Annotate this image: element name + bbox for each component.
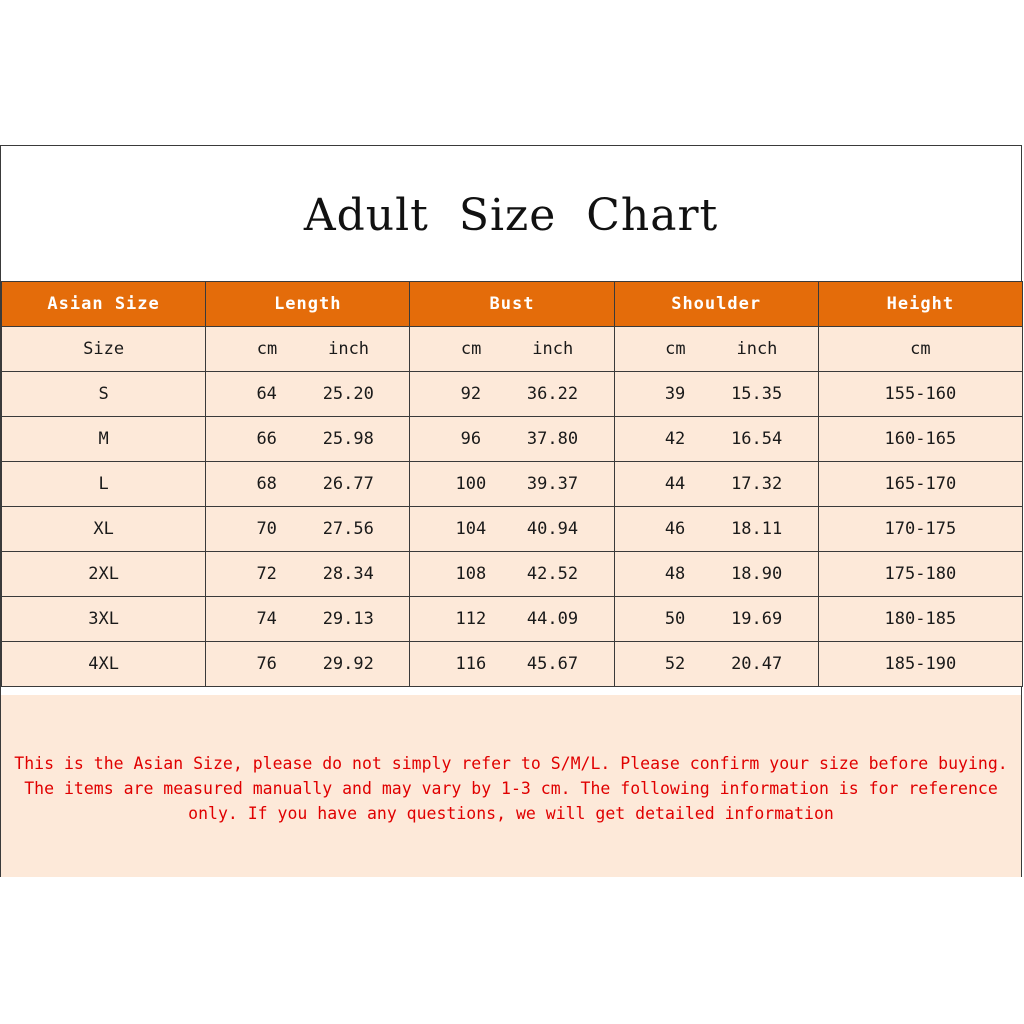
height-cell: 160-165	[818, 417, 1022, 462]
unit-length-inch: inch	[328, 339, 370, 359]
chart-title: Adult Size Chart	[303, 190, 719, 241]
shoulder-cell-inch: 20.47	[731, 654, 783, 674]
shoulder-cell-inch: 18.90	[731, 564, 783, 584]
length-cell-inch: 26.77	[322, 474, 374, 494]
bust-cell-cm: 116	[455, 654, 487, 674]
unit-bust	[410, 327, 614, 372]
length-cell-inch: 29.13	[322, 609, 374, 629]
shoulder-cell-cm: 44	[664, 474, 686, 494]
table-row	[2, 507, 1023, 552]
unit-shoulder	[614, 327, 818, 372]
length-cell-inch: 29.92	[322, 654, 374, 674]
size-cell: M	[2, 417, 206, 462]
table-row	[2, 372, 1023, 417]
notes-panel	[1, 695, 1021, 877]
shoulder-cell	[614, 507, 818, 552]
size-cell: XL	[2, 507, 206, 552]
length-cell-cm: 70	[256, 519, 277, 539]
bust-cell	[410, 597, 614, 642]
length-cell-cm: 66	[256, 429, 277, 449]
length-cell-cm: 68	[256, 474, 277, 494]
note-line-2: The items are measured manually and may vary by 1-3 cm. The following information is for reference	[24, 779, 998, 798]
length-cell-cm: 64	[256, 384, 277, 404]
size-cell: 2XL	[2, 552, 206, 597]
height-cell: 170-175	[818, 507, 1022, 552]
header-row	[2, 282, 1023, 327]
shoulder-cell-cm: 39	[664, 384, 686, 404]
bust-cell	[410, 552, 614, 597]
shoulder-cell-inch: 16.54	[731, 429, 783, 449]
header-bust: Bust	[410, 282, 614, 327]
shoulder-cell-cm: 42	[664, 429, 686, 449]
shoulder-cell-inch: 19.69	[731, 609, 783, 629]
bust-cell	[410, 462, 614, 507]
size-chart-card	[0, 145, 1022, 877]
length-cell-inch: 25.20	[322, 384, 374, 404]
shoulder-cell	[614, 462, 818, 507]
bust-cell-cm: 96	[460, 429, 482, 449]
height-cell: 180-185	[818, 597, 1022, 642]
length-cell-cm: 72	[256, 564, 277, 584]
length-cell	[206, 597, 410, 642]
shoulder-cell	[614, 552, 818, 597]
bust-cell-inch: 45.67	[526, 654, 579, 674]
unit-shoulder-inch: inch	[736, 339, 778, 359]
unit-height: cm	[818, 327, 1022, 372]
bust-cell	[410, 507, 614, 552]
unit-size: Size	[2, 327, 206, 372]
shoulder-cell	[614, 597, 818, 642]
length-cell-cm: 74	[256, 609, 277, 629]
bust-cell-inch: 44.09	[526, 609, 579, 629]
table-row	[2, 642, 1023, 687]
header-length: Length	[206, 282, 410, 327]
size-cell: L	[2, 462, 206, 507]
size-rows	[2, 372, 1023, 687]
bust-cell-inch: 39.37	[526, 474, 579, 494]
shoulder-cell-cm: 50	[664, 609, 686, 629]
bust-cell-cm: 104	[455, 519, 487, 539]
shoulder-cell	[614, 642, 818, 687]
unit-length-cm: cm	[256, 339, 278, 359]
shoulder-cell-cm: 46	[664, 519, 686, 539]
bust-cell-inch: 42.52	[526, 564, 579, 584]
length-cell-inch: 25.98	[322, 429, 374, 449]
bust-cell	[410, 372, 614, 417]
unit-bust-inch: inch	[532, 339, 574, 359]
shoulder-cell-cm: 52	[664, 654, 686, 674]
bust-cell-inch: 36.22	[526, 384, 579, 404]
header-asian-size: Asian Size	[2, 282, 206, 327]
bust-cell-inch: 40.94	[526, 519, 579, 539]
shoulder-cell-inch: 17.32	[731, 474, 783, 494]
shoulder-cell	[614, 372, 818, 417]
length-cell	[206, 552, 410, 597]
length-cell	[206, 642, 410, 687]
size-cell: 4XL	[2, 642, 206, 687]
header-height: Height	[818, 282, 1022, 327]
shoulder-cell-cm: 48	[664, 564, 686, 584]
header-shoulder: Shoulder	[614, 282, 818, 327]
height-cell: 155-160	[818, 372, 1022, 417]
size-cell: S	[2, 372, 206, 417]
length-cell-inch: 28.34	[322, 564, 374, 584]
note-line-3: only. If you have any questions, we will get detailed information	[188, 804, 834, 823]
length-cell	[206, 507, 410, 552]
size-cell: 3XL	[2, 597, 206, 642]
bust-cell-cm: 108	[455, 564, 487, 584]
table-row	[2, 597, 1023, 642]
unit-row	[2, 327, 1023, 372]
table-row	[2, 417, 1023, 462]
unit-length	[206, 327, 410, 372]
bust-cell	[410, 417, 614, 462]
note-line-1: This is the Asian Size, please do not simply refer to S/M/L. Please confirm your size before buying.	[14, 754, 1008, 773]
height-cell: 165-170	[818, 462, 1022, 507]
bust-cell-cm: 92	[460, 384, 482, 404]
shoulder-cell	[614, 417, 818, 462]
bust-cell	[410, 642, 614, 687]
bust-cell-cm: 100	[455, 474, 487, 494]
length-cell	[206, 462, 410, 507]
height-cell: 175-180	[818, 552, 1022, 597]
shoulder-cell-inch: 15.35	[731, 384, 783, 404]
unit-bust-cm: cm	[460, 339, 482, 359]
bust-cell-inch: 37.80	[526, 429, 579, 449]
length-cell	[206, 417, 410, 462]
size-table	[1, 281, 1023, 687]
length-cell-cm: 76	[256, 654, 277, 674]
table-row	[2, 552, 1023, 597]
table-row	[2, 462, 1023, 507]
height-cell: 185-190	[818, 642, 1022, 687]
shoulder-cell-inch: 18.11	[731, 519, 783, 539]
length-cell	[206, 372, 410, 417]
length-cell-inch: 27.56	[322, 519, 374, 539]
bust-cell-cm: 112	[455, 609, 487, 629]
unit-shoulder-cm: cm	[665, 339, 686, 359]
